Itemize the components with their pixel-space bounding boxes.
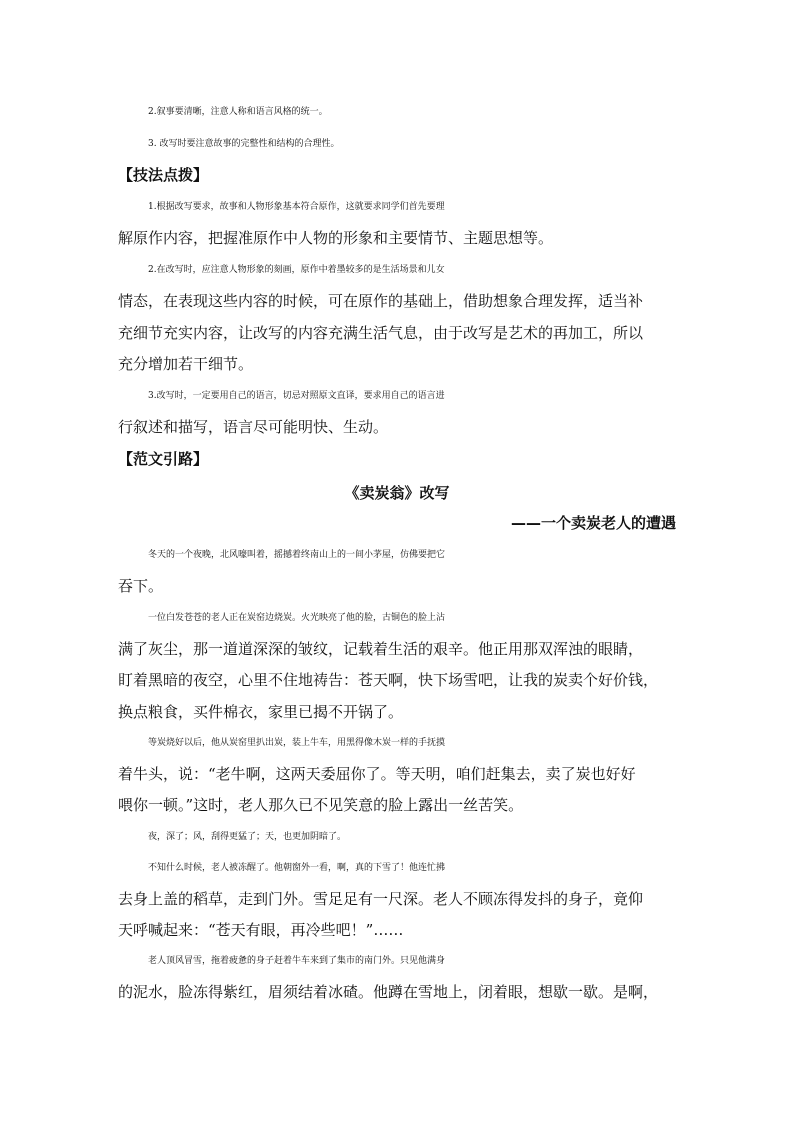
essay-p3-line-3: 喂你一顿。”这时，老人那久已不见笑意的脸上露出一丝苦笑。 [118, 796, 524, 814]
technique-1-line-1: 1.根据改写要求，故事和人物形象基本符合原作，这就要求同学们首先要理 [148, 202, 445, 212]
essay-p1-line-2: 吞下。 [118, 577, 164, 595]
essay-p2-line-3: 盯着黑暗的夜空，心里不住地祷告：苍天啊，快下场雪吧，让我的炭卖个好价钱， [118, 671, 659, 689]
requirement-item-2: 2.叙事要清晰，注意人称和语言风格的统一。 [148, 107, 328, 117]
essay-title: 《卖炭翁》改写 [344, 484, 450, 502]
technique-2-line-4: 充分增加若干细节。 [118, 355, 254, 373]
essay-p6-line-1: 老人顶风冒雪，拖着疲惫的身子赶着牛车来到了集市的南门外。只见他满身 [148, 956, 446, 966]
technique-3-line-2: 行叙述和描写，语言尽可能明快、生动。 [118, 418, 389, 436]
techniques-heading: 【技法点拨】 [118, 166, 209, 184]
essay-p2-line-4: 换点粮食，买件棉衣，家里已揭不开锅了。 [118, 703, 404, 721]
essay-p1-line-1: 冬天的一个夜晚，北风嚎叫着，摇撼着终南山上的一间小茅屋，仿佛要把它 [148, 550, 446, 560]
essay-p2-line-1: 一位白发苍苍的老人正在炭窑边烧炭。火光映亮了他的脸，古铜色的脸上沾 [148, 613, 446, 623]
essay-p5-line-1: 不知什么时候，老人被冻醒了。他朝窗外一看，啊，真的下雪了！他连忙拂 [148, 863, 446, 873]
requirement-item-3: 3. 改写时要注意故事的完整性和结构的合理性。 [148, 139, 340, 149]
essay-p6-line-2: 的泥水，脸冻得紫红，眉须结着冰碴。他蹲在雪地上，闭着眼，想歇一歇。是啊， [118, 983, 659, 1001]
technique-3-line-1: 3.改写时，一定要用自己的语言，切忌对照原文直译，要求用自己的语言进 [148, 391, 445, 401]
model-heading: 【范文引路】 [118, 450, 209, 468]
essay-p5-line-3: 天呼喊起来：“苍天有眼，再冷些吧！”…… [118, 921, 404, 939]
essay-p3-line-2: 着牛头，说：“老牛啊，这两天委屈你了。等天明，咱们赶集去，卖了炭也好好 [118, 765, 636, 783]
essay-p2-line-2: 满了灰尘，那一道道深深的皱纹，记载着生活的艰辛。他正用那双浑浊的眼睛， [118, 640, 644, 658]
technique-2-line-1: 2.在改写时，应注意人物形象的刻画，原作中着墨较多的是生活场景和儿女 [148, 265, 445, 275]
technique-2-line-3: 充细节充实内容，让改写的内容充满生活气息，由于改写是艺术的再加工，所以 [118, 324, 644, 342]
essay-subtitle: ——一个卖炭老人的遭遇 [510, 514, 676, 532]
essay-p4-line-1: 夜，深了；风，刮得更猛了；天，也更加阴暗了。 [148, 832, 347, 842]
essay-p3-line-1: 等炭烧好以后，他从炭窑里扒出炭，装上牛车，用黑得像木炭一样的手抚摸 [148, 738, 446, 748]
essay-p5-line-2: 去身上盖的稻草，走到门外。雪足足有一尺深。老人不顾冻得发抖的身子，竟仰 [118, 890, 644, 908]
technique-1-line-2: 解原作内容，把握准原作中人物的形象和主要情节、主题思想等。 [118, 229, 554, 247]
technique-2-line-2: 情态，在表现这些内容的时候，可在原作的基础上，借助想象合理发挥，适当补 [118, 292, 644, 310]
